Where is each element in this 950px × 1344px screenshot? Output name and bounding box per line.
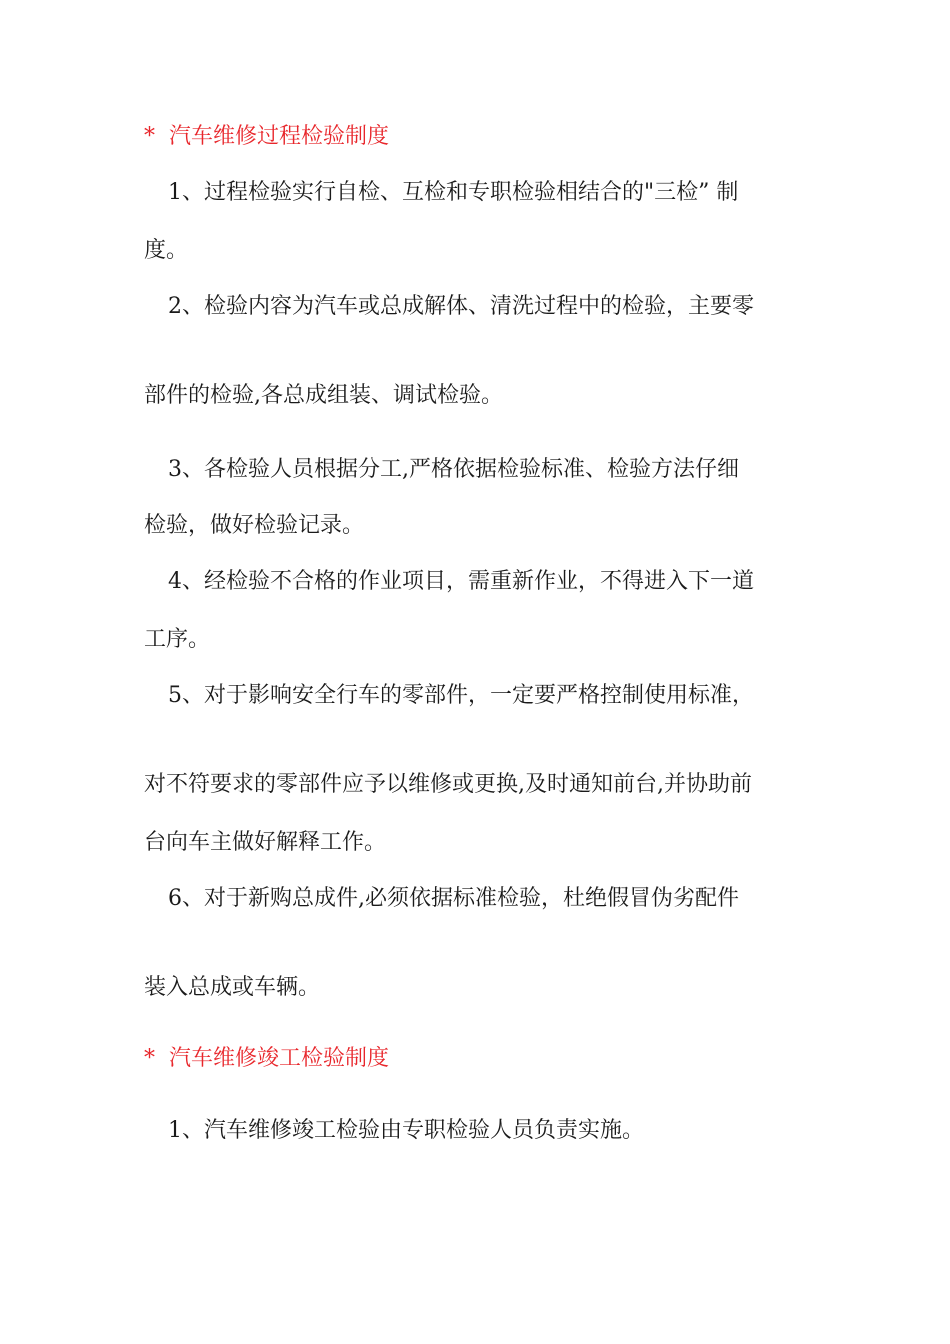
paragraph-line: 6、对于新购总成件,必须依据标准检验，杜绝假冒伪劣配件 — [168, 886, 739, 911]
paragraph-line: 1、过程检验实行自检、互检和专职检验相结合的"三检” 制 — [168, 180, 739, 205]
section-heading-process-inspection — [144, 122, 814, 152]
paragraph-line: 1、汽车维修竣工检验由专职检验人员负责实施。 — [168, 1118, 644, 1143]
asterisk-marker: * — [144, 124, 155, 149]
heading-text: 汽车维修过程检验制度 — [169, 124, 390, 149]
paragraph-line: 工序。 — [144, 627, 211, 652]
paragraph-line: 检验，做好检验记录。 — [144, 513, 365, 538]
section-heading-completion-inspection — [144, 1044, 814, 1074]
paragraph-line: 度。 — [144, 238, 189, 263]
paragraph-line: 台向车主做好解释工作。 — [144, 830, 387, 855]
heading-text: 汽车维修竣工检验制度 — [169, 1046, 390, 1071]
paragraph-line: 部件的检验,各总成组装、调试检验。 — [144, 383, 503, 408]
paragraph-line: 装入总成或车辆。 — [144, 975, 321, 1000]
paragraph-line: 4、经检验不合格的作业项目，需重新作业，不得进入下一道 — [168, 569, 754, 594]
paragraph-line: 2、检验内容为汽车或总成解体、清洗过程中的检验，主要零 — [168, 294, 754, 319]
paragraph-line: 对不符要求的零部件应予以维修或更换,及时通知前台,并协助前 — [144, 772, 752, 797]
asterisk-marker: * — [144, 1046, 155, 1071]
paragraph-line: 3、各检验人员根据分工,严格依据检验标准、检验方法仔细 — [168, 457, 739, 482]
paragraph-line: 5、对于影响安全行车的零部件，一定要严格控制使用标准， — [168, 683, 754, 708]
